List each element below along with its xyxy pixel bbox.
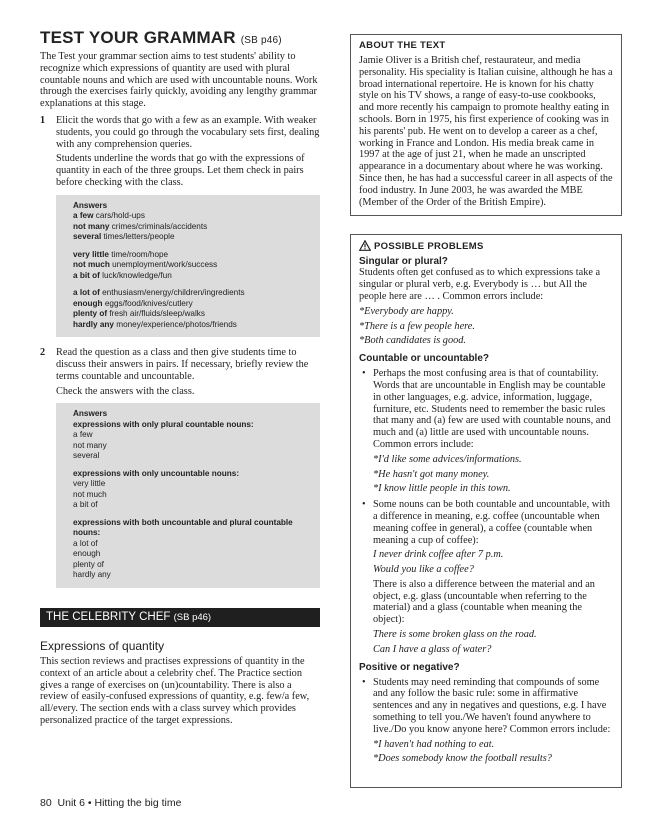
quantity-expression: a bit of: [73, 270, 100, 280]
problem-bullets: [359, 677, 613, 766]
example-sentence: *He hasn't got many money.: [373, 468, 490, 480]
quantity-expression: hardly any: [73, 319, 114, 329]
exercise-1-text-2: Students underline the words that go with the expressions of quantity in each of the three groups. Let them check in pairs before checking with the class.: [56, 153, 305, 188]
example-sentence: Would you like a coffee?: [373, 564, 474, 576]
quantity-expression: several: [73, 232, 102, 242]
answer-words: money/experience/photos/friends: [113, 319, 237, 329]
example-list: [373, 454, 613, 495]
example-sentence: Can I have a glass of water?: [373, 643, 492, 655]
subheading: Expressions of quantity: [40, 638, 165, 653]
about-paragraph: Jamie Oliver is a British chef, restaurateur, and media personality. His speciality is Italian cuisine, although he has a broad international repertoire. He is known for his chatty style on his TV shows, a range of easy-to-use cookbooks, and more recently his campaign to promote healthy eating in schools. Born in 1975, his first experience of cooking was in his parents' pub. He went on to develop a career as a chef, working in France and London. His media break came in 1997 at the age of just 21, when he made an unscripted appearance in a documentary about where he was working. Since then, he has had a successful career in all aspects of the food industry. In June 2003, he was awarded the MBE (Member of the Order of the British Empire).: [359, 55, 613, 208]
intro-paragraph: The Test your grammar section aims to test students' ability to recognize which expressions of quantity are used with plural countable nouns and which are used with uncountable nouns. Work through the exercises fairly quickly, avoiding any lengthy grammar explanations at this stage.: [40, 51, 318, 110]
answer-row: [73, 211, 312, 222]
unit-label: Unit 6: [57, 797, 85, 809]
answer-words: crimes/criminals/accidents: [109, 221, 208, 231]
group-heading: expressions with both uncountable and plural countable nouns:: [73, 517, 293, 538]
list-item: very little: [73, 479, 106, 489]
quantity-expression: a lot of: [73, 288, 100, 298]
list-item: not many: [73, 440, 107, 450]
answers-heading: Answers: [73, 200, 108, 210]
example-sentence: *I know little people in this town.: [373, 483, 511, 495]
example-list: [373, 549, 613, 576]
quantity-expression: enough: [73, 298, 103, 308]
group-list: [73, 479, 312, 511]
example-sentence: *Everybody are happy.: [359, 305, 454, 317]
section-paragraph: This section reviews and practises expressions of quantity in the context of an article about a celebrity chef. The Practice section gives a range of exercises on (un)countability. There is also a review of easily-confused expressions of quantity, e.g. few/a few, all/every. The section ends with a class survey which provides personalized practice of the target expressions.: [40, 655, 310, 726]
page-footer: [40, 797, 181, 809]
group-list: [73, 539, 312, 581]
list-item: a few: [73, 430, 93, 440]
group-heading: expressions with only uncountable nouns:: [73, 468, 240, 478]
section-title: TEST YOUR GRAMMAR (SB p46): [40, 28, 282, 47]
answer-row: [73, 222, 312, 233]
quantity-expression: a few: [73, 211, 94, 221]
list-item: hardly any: [73, 570, 111, 580]
warning-icon: [359, 240, 371, 251]
list-item: enough: [73, 549, 101, 559]
bullet-item: • Students may need reminding that compounds of some and any follow the basic rule: some in affirmative sentences and any in negatives and questions, e.g. I have something to tell you./We haven't found anywhere to live./Do you know anyone here? Common errors include: *I haven't had nothing to eat. *Does somebody know the football results?: [373, 677, 613, 766]
answer-words: luck/knowledge/fun: [99, 270, 172, 280]
exercise-number: 1: [40, 114, 46, 126]
example-sentence: There is some broken glass on the road.: [373, 629, 537, 641]
bullet-item: • Some nouns can be both countable and uncountable, with a difference in meaning, e.g. coffee (uncountable when meaning coffee in general), a coffee (countable when meaning a cup of coffee): I never drink coffee after 7 p.m. Would you like a coffee? There is also a difference between the material and an object, e.g. glass (uncountable when referring to the material) and a glass (countable when meaning the object): There is some broken glass on the road. Can I have a glass of water?: [373, 499, 613, 656]
answer-words: cars/hold-ups: [93, 211, 145, 221]
answer-row: [73, 288, 312, 299]
quantity-expression: not many: [73, 221, 110, 231]
answer-words: fresh air/fluids/sleep/walks: [107, 309, 205, 319]
list-item: plenty of: [73, 559, 104, 569]
answer-row: [73, 260, 312, 271]
exercise-1-text: Elicit the words that go with a few as an example. With weaker students, you could go through the vocabulary sets first, dealing with any comprehension queries.: [56, 114, 320, 150]
bullet-paragraph: There is also a difference between the material and an object, e.g. glass (uncountable when referring to the material) and a glass (countable when meaning the object):: [373, 578, 595, 626]
about-title: ABOUT THE TEXT: [359, 40, 446, 51]
example-list: [359, 306, 613, 347]
section-title-ref: (SB p46): [240, 35, 282, 46]
example-list: [373, 629, 613, 656]
answer-row: [73, 299, 312, 310]
list-item: several: [73, 451, 100, 461]
answer-row: [73, 232, 312, 243]
exercise-2: [40, 347, 320, 397]
answer-words: eggs/food/knives/cutlery: [102, 298, 193, 308]
quantity-expression: not much: [73, 260, 110, 270]
group-heading: expressions with only plural countable nouns:: [73, 419, 254, 429]
unit-title: Hitting the big time: [94, 797, 182, 809]
example-sentence: *Both candidates is good.: [359, 335, 466, 347]
footer-bullet: •: [87, 797, 92, 809]
example-sentence: *Does somebody know the football results?: [373, 753, 552, 765]
answers-heading: Answers: [73, 409, 108, 419]
section-bar: THE CELEBRITY CHEF (SB p46): [40, 608, 320, 627]
answer-row: [73, 309, 312, 320]
answers-box-1: [56, 195, 320, 338]
answer-words: time/room/hope: [108, 249, 169, 259]
problem-heading: Positive or negative?: [359, 661, 460, 673]
answers-box-2: [56, 403, 320, 588]
problem-heading: Singular or plural?: [359, 256, 448, 268]
answer-row: [73, 271, 312, 282]
problems-title: POSSIBLE PROBLEMS: [359, 240, 613, 252]
answer-words: times/letters/people: [101, 232, 175, 242]
right-column: [350, 34, 622, 788]
example-sentence: I never drink coffee after 7 p.m.: [373, 549, 504, 561]
exercise-number: 2: [40, 347, 46, 359]
section-bar-ref: (SB p46): [173, 611, 212, 623]
example-list: [373, 739, 613, 766]
example-sentence: *I'd like some advices/informations.: [373, 453, 522, 465]
exercise-1: [40, 115, 320, 189]
example-sentence: *There is a few people here.: [359, 320, 475, 332]
problem-text: Students often get confused as to which expressions take a singular or plural verb, e.g. Everybody is … but All the people here are … . Common errors include:: [359, 267, 601, 302]
problem-heading: Countable or uncountable?: [359, 353, 489, 365]
group-list: [73, 430, 312, 462]
answer-words: unemployment/work/success: [109, 260, 218, 270]
list-item: a lot of: [73, 538, 98, 548]
about-text-box: [350, 34, 622, 216]
page-number: 80: [40, 797, 52, 809]
exercise-2-text: Read the question as a class and then give students time to discuss their answers in pairs. If necessary, briefly review the terms countable and uncountable.: [56, 347, 309, 382]
problem-bullets: [359, 368, 613, 656]
left-column: [40, 28, 320, 727]
quantity-expression: very little: [73, 249, 109, 259]
possible-problems-box: [350, 234, 622, 788]
example-sentence: *I haven't had nothing to eat.: [373, 738, 495, 750]
answer-words: enthusiasm/energy/children/ingredients: [99, 288, 245, 298]
quantity-expression: plenty of: [73, 309, 108, 319]
list-item: not much: [73, 489, 107, 499]
exercise-2-text-2: Check the answers with the class.: [56, 385, 195, 397]
bullet-item: • Perhaps the most confusing area is that of countability. Words that are uncountable in English may be countable in other languages, e.g. advice, information, luggage, furniture, etc. Students need to remember the basic rules that many and (a) few are used with countable nouns, and much and (a) little are used with uncountable nouns. Common errors include: *I'd like some advices/informations. *He hasn't got many money. *I know little people in this town.: [373, 368, 613, 495]
answer-row: [73, 320, 312, 331]
answer-row: [73, 250, 312, 261]
list-item: a bit of: [73, 500, 98, 510]
